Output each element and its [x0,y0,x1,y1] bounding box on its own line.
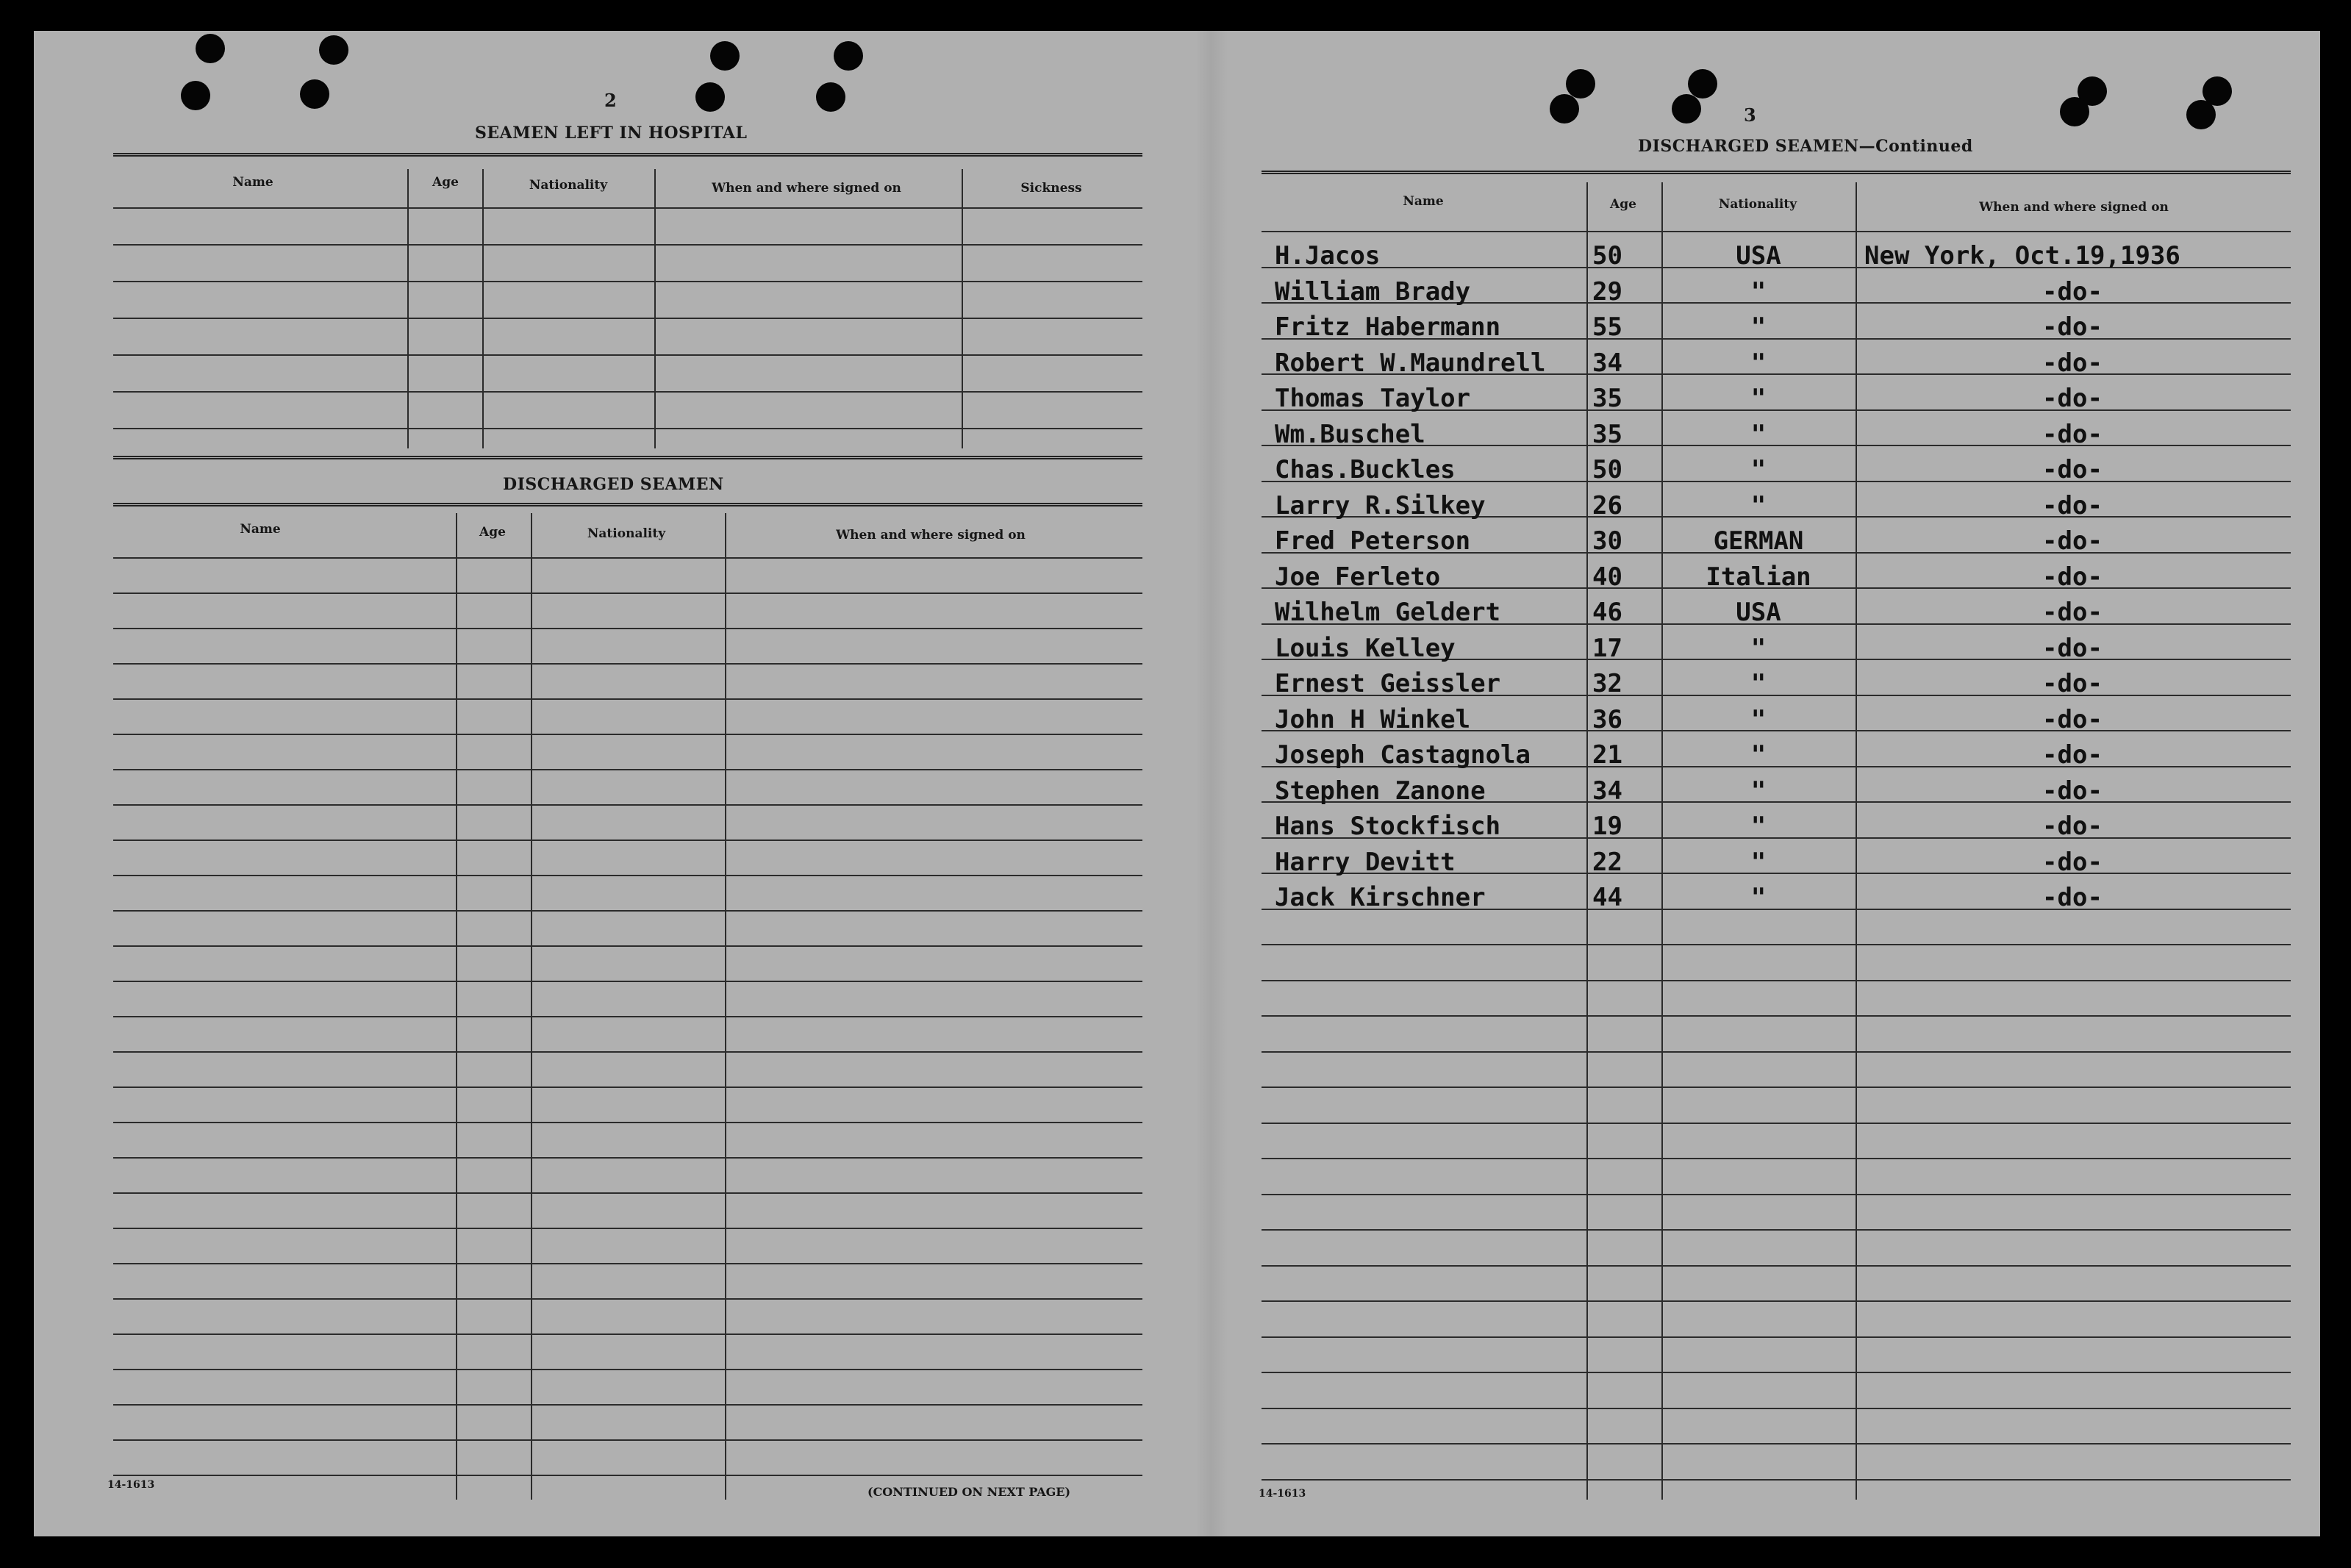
left-page [34,31,1195,1536]
hospital-col-divider [482,169,484,448]
row-rule [113,1404,1142,1406]
seaman-nationality: " [1750,704,1767,734]
form-number: 14-1613 [1259,1488,1306,1500]
hospital-row-rule [113,281,1142,282]
discharged-col-divider [725,513,726,1500]
hospital-col-divider [654,169,656,448]
row-rule [1262,1443,2291,1445]
row-rule [1262,1051,2291,1053]
table-row [1225,740,2254,777]
table-row [1225,241,2254,278]
hospital-row-rule [113,391,1142,393]
hospital-row-rule [113,244,1142,246]
form-number: 14-1613 [107,1479,155,1491]
discharged-header-nationality: Nationality [587,526,666,541]
seaman-name: Harry Devitt [1275,847,1456,877]
seaman-nationality: " [1750,455,1767,484]
table-row [1225,348,2254,385]
continued-table-top-rule [1262,171,2291,174]
row-rule [113,1439,1142,1441]
row-rule [113,1192,1142,1194]
row-rule [113,1263,1142,1264]
table-row [1225,455,2254,492]
row-rule [1262,1265,2291,1267]
document-sheet [34,31,2320,1536]
seaman-signed-on: -do- [2042,704,2103,734]
seaman-name: Louis Kelley [1275,633,1456,663]
seaman-signed-on: New York, Oct.19,1936 [1864,241,2180,271]
row-rule [113,1298,1142,1300]
seaman-signed-on: -do- [2042,669,2103,698]
seaman-age: 46 [1592,598,1622,627]
row-rule [1262,944,2291,945]
continued-note: (CONTINUED ON NEXT PAGE) [867,1485,1071,1499]
seaman-name: Chas.Buckles [1275,455,1456,484]
continued-header-age: Age [1610,197,1636,212]
table-row [1225,598,2254,634]
row-rule [1262,1158,2291,1159]
seaman-nationality: GERMAN [1713,526,1804,556]
seaman-age: 17 [1592,633,1622,663]
table-row [1225,384,2254,420]
seaman-name: Wm.Buschel [1275,419,1425,449]
table-row [1225,491,2254,528]
row-rule [1262,1408,2291,1409]
row-rule [113,1333,1142,1335]
hospital-col-divider [962,169,963,448]
discharged-header-top-rule [113,503,1142,506]
seaman-signed-on: -do- [2042,847,2103,877]
seaman-nationality: " [1750,812,1767,841]
seaman-nationality: " [1750,419,1767,449]
seaman-nationality: " [1750,740,1767,770]
hospital-col-divider [407,169,409,448]
row-rule [1262,1086,2291,1088]
hospital-header-sickness: Sickness [1020,181,1082,196]
seaman-name: John H Winkel [1275,704,1471,734]
seaman-signed-on: -do- [2042,490,2103,520]
seaman-nationality: " [1750,633,1767,663]
seaman-age: 30 [1592,526,1622,556]
row-rule [1262,1015,2291,1017]
hospital-row-rule [113,428,1142,429]
seaman-name: Robert W.Maundrell [1275,348,1546,378]
seaman-age: 36 [1592,704,1622,734]
seaman-age: 44 [1592,883,1622,912]
seaman-nationality: Italian [1706,562,1811,592]
continued-header-name: Name [1403,194,1444,209]
row-rule [113,557,1142,559]
row-rule [1262,1336,2291,1338]
seaman-name: Joe Ferleto [1275,562,1441,592]
row-rule [113,593,1142,594]
table-row [1225,705,2254,742]
seaman-name: Fred Peterson [1275,526,1471,556]
seaman-signed-on: -do- [2042,384,2103,413]
row-rule [113,1157,1142,1159]
discharged-header-signed-on: When and where signed on [836,528,1026,543]
table-row [1225,312,2254,349]
seaman-signed-on: -do- [2042,598,2103,627]
continued-header-signed-on: When and where signed on [1979,200,2169,215]
seaman-signed-on: -do- [2042,276,2103,307]
page-number: 3 [1744,104,1756,126]
table-row [1225,812,2254,848]
hospital-row-rule [113,318,1142,319]
row-rule [1262,1194,2291,1195]
discharged-header-age: Age [479,525,506,540]
row-rule [113,981,1142,982]
seaman-nationality: " [1750,847,1767,877]
seaman-age: 32 [1592,669,1622,698]
seaman-age: 50 [1592,241,1622,271]
row-rule [1262,1479,2291,1481]
table-row [1225,420,2254,457]
seaman-signed-on: -do- [2042,312,2103,342]
seaman-nationality: USA [1736,598,1781,627]
seaman-nationality: USA [1736,241,1781,271]
table-row [1225,669,2254,706]
discharged-section-title: DISCHARGED SEAMEN [503,475,724,494]
table-row [1225,562,2254,599]
seaman-name: Ernest Geissler [1275,669,1501,698]
seaman-nationality: " [1750,276,1767,307]
row-rule [113,1086,1142,1088]
hospital-section-title: SEAMEN LEFT IN HOSPITAL [475,123,748,143]
row-rule [113,840,1142,841]
seaman-signed-on: -do- [2042,455,2103,484]
row-rule [1262,1123,2291,1124]
row-rule [1262,1372,2291,1373]
seaman-age: 29 [1592,276,1622,307]
seaman-age: 34 [1592,776,1622,806]
row-rule [113,1122,1142,1123]
seaman-name: Joseph Castagnola [1275,740,1531,770]
seaman-nationality: " [1750,669,1767,698]
row-rule [113,769,1142,770]
seaman-age: 22 [1592,847,1622,877]
row-rule [113,945,1142,947]
hospital-header-rule [113,207,1142,209]
hospital-header-nationality: Nationality [529,178,608,193]
row-rule [113,804,1142,806]
discharged-col-divider [456,513,457,1500]
seaman-name: Stephen Zanone [1275,776,1486,806]
seaman-age: 34 [1592,348,1622,378]
row-rule [113,734,1142,735]
seaman-nationality: " [1750,312,1767,342]
seaman-signed-on: -do- [2042,562,2103,592]
seaman-name: H.Jacos [1275,241,1381,271]
seaman-age: 19 [1592,812,1622,841]
row-rule [1262,980,2291,981]
seaman-age: 35 [1592,419,1622,449]
seaman-name: Hans Stockfisch [1275,812,1501,841]
seaman-signed-on: -do- [2042,419,2103,449]
seaman-age: 26 [1592,490,1622,520]
seaman-name: William Brady [1275,276,1471,307]
seaman-name: Thomas Taylor [1275,384,1471,413]
seaman-nationality: " [1750,490,1767,520]
seaman-name: Larry R.Silkey [1275,490,1486,520]
row-rule [113,1475,1142,1476]
seaman-name: Jack Kirschner [1275,883,1486,912]
hospital-header-age: Age [432,175,459,190]
table-row [1225,848,2254,884]
row-rule [113,1369,1142,1370]
seaman-nationality: " [1750,883,1767,912]
page-number: 2 [604,90,617,111]
hospital-row-rule [113,354,1142,356]
row-rule [113,875,1142,876]
hospital-table-top-rule [113,153,1142,157]
table-row [1225,883,2254,920]
discharged-header-name: Name [240,522,281,537]
seaman-age: 21 [1592,740,1622,770]
seaman-nationality: " [1750,384,1767,413]
discharged-table-top-rule [113,456,1142,459]
seaman-signed-on: -do- [2042,812,2103,841]
row-rule [113,698,1142,700]
seaman-signed-on: -do- [2042,526,2103,556]
seaman-signed-on: -do- [2042,740,2103,770]
table-row [1225,634,2254,670]
right-page [1225,31,2320,1536]
seaman-age: 55 [1592,312,1622,342]
row-rule [1262,231,2291,232]
table-row [1225,277,2254,314]
row-rule [113,628,1142,629]
seaman-name: Wilhelm Geldert [1275,598,1501,627]
seaman-signed-on: -do- [2042,776,2103,806]
seaman-age: 40 [1592,562,1622,592]
row-rule [113,1051,1142,1053]
row-rule [113,1228,1142,1229]
hospital-header-signed-on: When and where signed on [712,181,901,196]
row-rule [113,663,1142,665]
table-row [1225,776,2254,813]
seaman-signed-on: -do- [2042,883,2103,912]
row-rule [1262,1229,2291,1231]
table-row [1225,526,2254,563]
row-rule [1262,1300,2291,1302]
discharged-col-divider [531,513,532,1500]
seaman-age: 35 [1592,384,1622,413]
seaman-nationality: " [1750,776,1767,806]
discharged-continued-title: DISCHARGED SEAMEN—Continued [1638,137,1973,156]
continued-header-nationality: Nationality [1718,197,1797,212]
center-fold [1195,31,1228,1536]
seaman-signed-on: -do- [2042,348,2103,378]
row-rule [113,910,1142,912]
seaman-nationality: " [1750,348,1767,378]
hospital-header-name: Name [232,175,273,190]
row-rule [113,1016,1142,1017]
seaman-age: 50 [1592,455,1622,484]
seaman-name: Fritz Habermann [1275,312,1501,342]
seaman-signed-on: -do- [2042,633,2103,663]
